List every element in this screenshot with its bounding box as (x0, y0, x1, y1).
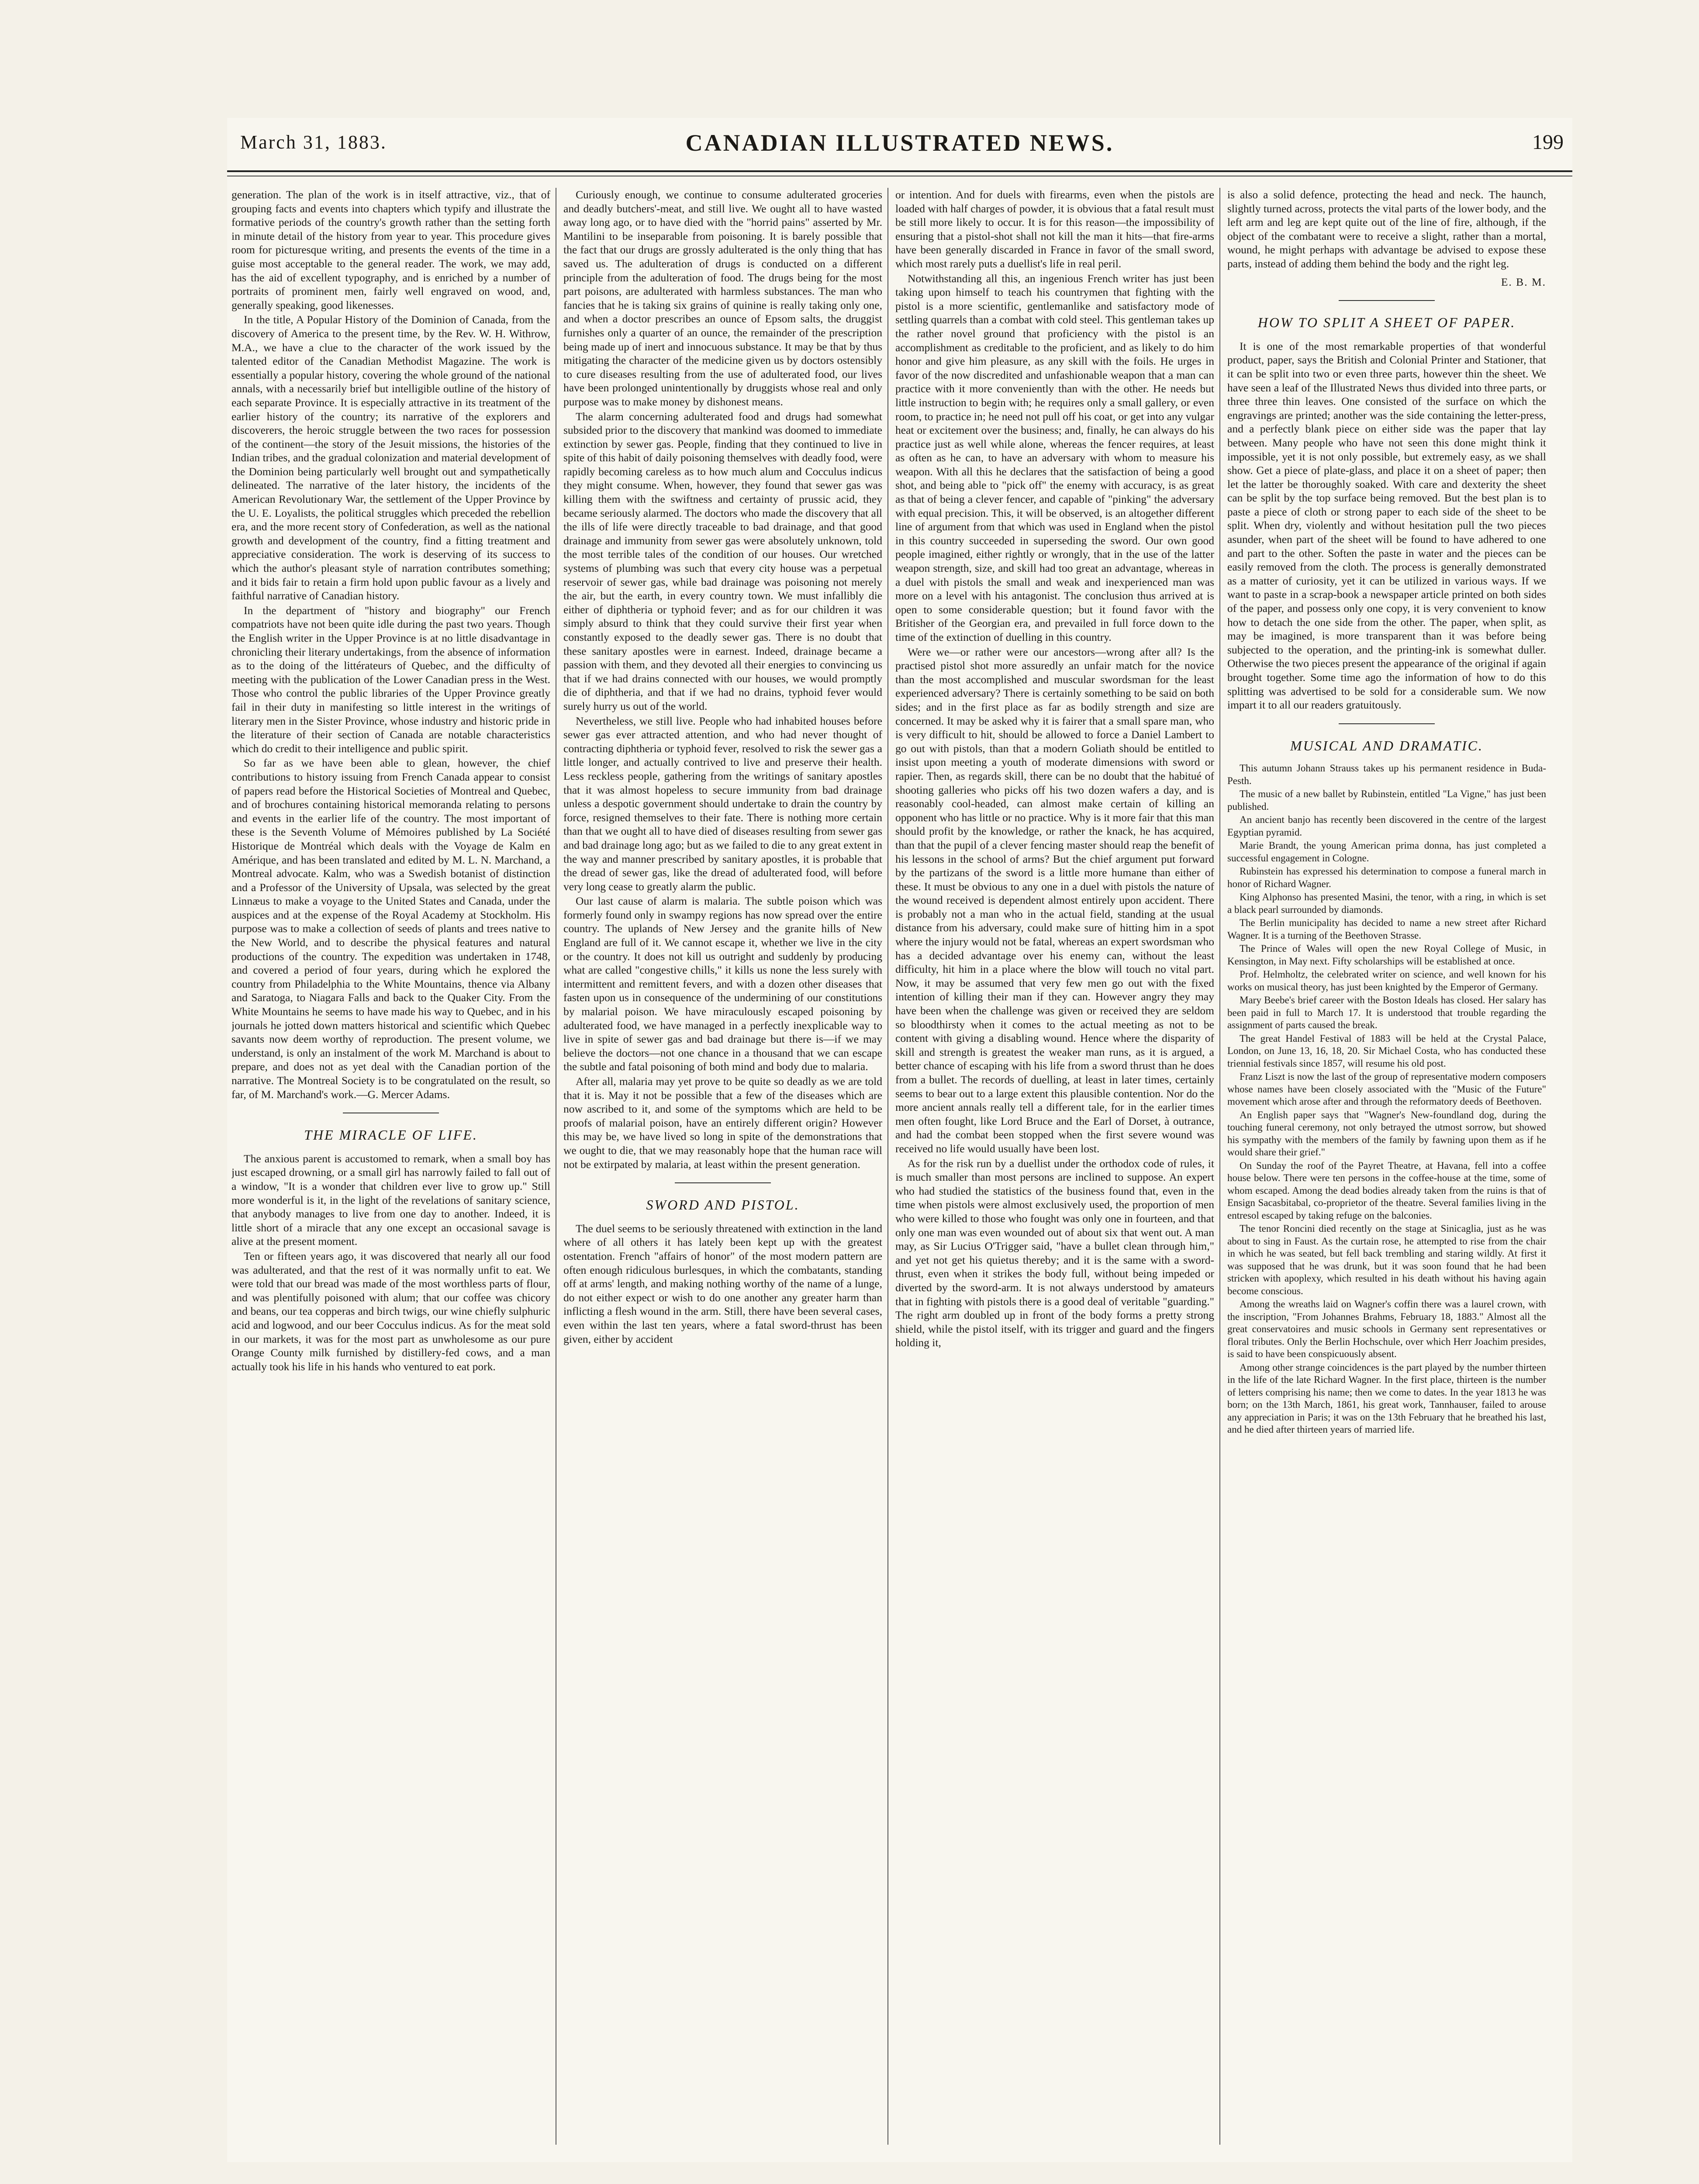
article-paragraph: The anxious parent is accustomed to remark, when a small boy has just escaped drowning, or a small girl has narrowly failed to fall out of a window, "It is a wonder that children ever live to grow up." Still more wonderful is it, in the light of the revelations of sanitary science, that anybody manages to live from one day to another. Indeed, it is little short of a miracle that any one except an occasional savage is alive at the present moment. (231, 1152, 550, 1248)
news-item: The music of a new ballet by Rubinstein, entitled "La Vigne," has just been published. (1227, 788, 1546, 812)
column-4 (1227, 188, 1546, 2145)
section-divider (1339, 300, 1435, 301)
article-paragraph: In the title, A Popular History of the Dominion of Canada, from the discovery of America to the present time, by the Rev. W. H. Withrow, M.A., we have a clue to the character of the work issued by the talented editor of the Canadian Methodist Magazine. The work is essentially a popular history, covering the whole ground of the national annals, with a necessarily brief but intelligible outline of the history of each separate Province. It is especially attractive in its treatment of the earlier history of the country; its narrative of the explorers and discoverers, the heroic struggle between the two races for possession of the continent—the story of the Jesuit missions, the histories of the Indian tribes, and the gradual colonization and material development of the Dominion being particularly well brought out and sympathetically delineated. The narrative of the later history, the incidents of the American Revolutionary War, the settlement of the Upper Province by the U. E. Loyalists, the political struggles which preceded the rebellion era, and the more recent story of Confederation, as well as the national growth and development of the country, find a fitting treatment and appreciative consideration. The work is deserving of its success to which the author's pleasant style of narration contributes something; and it bids fair to retain a firm hold upon public favour as a lively and faithful narrative of Canadian history. (231, 313, 550, 602)
news-item: On Sunday the roof of the Payret Theatre, at Havana, fell into a coffee house below. There were ten persons in the coffee-house at the time, some of whom escaped. Among the dead bodies already taken from the ruins is that of Ensign Sacasbitabal, co-proprietor of the theatre. Several families living in the entresol escaped by taking refuge on the balconies. (1227, 1160, 1546, 1221)
article-paragraph: After all, malaria may yet prove to be quite so deadly as we are told that it is. May it not be possible that a few of the diseases which are now ascribed to it, and some of the symptoms which are held to be proofs of malarial poison, have an entirely different origin? However this may be, we have lived so long in spite of the demonstrations that we ought to die, that we may reasonably hope that the human race will not be extirpated by malaria, at least within the present generation. (563, 1075, 882, 1171)
section-title-split-paper: HOW TO SPLIT A SHEET OF PAPER. (1257, 314, 1516, 331)
section-title-miracle-of-life: THE MIRACLE OF LIFE. (304, 1127, 478, 1143)
news-item: Rubinstein has expressed his determination to compose a funeral march in honor of Richard Wagner. (1227, 866, 1546, 889)
masthead-rule (227, 170, 1572, 172)
article-paragraph: Curiously enough, we continue to consume adulterated groceries and deadly butchers'-meat, and still live. We ought all to have wasted away long ago, or to have died with the "horrid pains" asserted by Mr. Mantilini to be inseparable from poisoning. It is barely possible that the fact that our drugs are grossly adulterated is the only thing that has saved us. The adulteration of drugs is conducted on a different principle from the adulteration of food. The drugs being for the most part poisons, are adulterated with harmless substances. The man who fancies that he is taking six grains of quinine is really taking only one, and when a doctor prescribes an ounce of Epsom salts, the druggist furnishes only a quarter of an ounce, the remainder of the prescription being made up of inert and innocuous substance. It may be that by thus mitigating the character of the medicine given us by doctors ostensibly to cure diseases resulting from the use of adulterated food, our lives have been prolonged unintentionally by druggists whose real and only purpose was to make money by dishonest means. (563, 188, 882, 408)
section-title-sword-and-pistol: SWORD AND PISTOL. (646, 1197, 800, 1213)
news-item: The tenor Roncini died recently on the stage at Sinicaglia, just as he was about to sing in Faust. As the curtain rose, he attempted to rise from the chair in which he was seated, but fell back trembling and staring wildly. At first it was supposed that he was drunk, but it was soon found that he had been stricken with apoplexy, which resulted in his death without his having again become conscious. (1227, 1223, 1546, 1296)
article-paragraph: It is one of the most remarkable properties of that wonderful product, paper, says the British and Colonial Printer and Stationer, that it can be split into two or even three parts, however thin the sheet. We have seen a leaf of the Illustrated News thus divided into three parts, or three three thin leaves. One consisted of the surface on which the engravings are printed; another was the side containing the letter-press, and a perfectly blank piece on either side was the paper that lay between. Many people who have not seen this done might think it impossible, yet it is not only possible, but extremely easy, as we shall show. Get a piece of plate-glass, and place it on a sheet of paper; then let the latter be thoroughly soaked. With care and dexterity the sheet can be split by the top surface being removed. But the best plan is to paste a piece of cloth or strong paper to each side of the sheet to be split. When dry, violently and without hesitation pull the two pieces asunder, when part of the sheet will be found to have adhered to one and part to the other. Soften the paste in water and the pieces can be easily removed from the cloth. The process is generally demonstrated as a matter of curiosity, yet it can be utilized in various ways. If we want to paste in a scrap-book a newspaper article printed on both sides of the paper, and possess only one copy, it is very convenient to know how to detach the one side from the other. The paper, when split, as may be imagined, is more transparent than it was before being subjected to the operation, and the printing-ink is somewhat duller. Otherwise the two pieces present the appearance of the original if again brought together. Some time ago the information of how to do this splitting was advertised to be sold for a considerable sum. We now impart it to all our readers gratuitously. (1227, 339, 1546, 712)
article-paragraph: So far as we have been able to glean, however, the chief contributions to history issuing from French Canada appear to consist of papers read before the Historical Societies of Montreal and Quebec, and of brochures containing historical memoranda relating to persons and events in the earlier life of the country. The most important of these is the Seventh Volume of Mémoires published by La Société Historique de Montréal which deals with the Voyage de Kalm en Amérique, and has been translated and edited by M. L. N. Marchand, a Montreal advocate. Kalm, who was a Swedish botanist of distinction and a Professor of the University of Upsala, was selected by the great Linnæus to make a voyage to the United States and Canada, under the auspices and at the expense of the Royal Academy at Stockholm. His purpose was to make a collection of seeds of plants and trees native to the New World, and to describe the physical features and natural productions of the country. The expedition was undertaken in 1748, and covered a period of four years, during which he explored the country from Philadelphia to the White Mountains, thence via Albany and Saratoga, to Niagara Falls and back to the Quaker City. From the White Mountains he seems to have made his way to Quebec, and in his journals he jotted down matters historical and scientific which Quebec savants now deem worthy of reproduction. The present volume, we understand, is only an instalment of the work M. Marchand is about to prepare, and does not as yet deal with the Canadian portion of the narrative. The Montreal Society is to be congratulated on the result, so far, of M. Marchand's work.—G. Mercer Adams. (231, 757, 550, 1101)
column-2 (563, 188, 882, 2145)
news-item: King Alphonso has presented Masini, the tenor, with a ring, in which is set a black pearl surrounded by diamonds. (1227, 892, 1546, 915)
column-1 (231, 188, 550, 2145)
article-paragraph: The duel seems to be seriously threatened with extinction in the land where of all others it has lately been kept up with the greatest ostentation. French "affairs of honor" of the most modern pattern are often enough ridiculous burlesques, in which the combatants, standing off at arms' length, and making nothing worthy of the name of a lunge, do not either expect or wish to do one another any greater harm than inflicting a flesh wound in the arm. Still, there have been several cases, even within the last ten years, where a fatal sword-thrust has been given, either by accident (563, 1222, 882, 1345)
news-item: Marie Brandt, the young American prima donna, has just completed a successful engagement in Cologne. (1227, 840, 1546, 864)
news-item: An English paper says that "Wagner's New-foundland dog, during the touching funeral ceremony, not only betrayed the utmost sorrow, but showed his sympathy with the members of the family by fawning upon them as if he would share their grief." (1227, 1109, 1546, 1158)
section-divider (675, 1182, 771, 1183)
newspaper-page (227, 118, 1572, 2162)
article-paragraph: In the department of "history and biography" our French compatriots have not been quite idle during the past two years. Though the English writer in the Upper Province is at no little disadvantage in chronicling their literary undertakings, from the absence of information as to the doing of the littérateurs of Quebec, and the difficulty of meeting with the publication of the Lower Canadian press in the West. Those who control the public libraries of the Upper Province greatly fail in their duty in manifesting so little interest in the writings of literary men in the Sister Province, whose industry and historic pride in the literature of their section of Canada are notable characteristics which do credit to their intelligence and public spirit. (231, 604, 550, 755)
issue-date: March 31, 1883. (240, 131, 387, 153)
news-item: Among the wreaths laid on Wagner's coffin there was a laurel crown, with the inscription, "From Johannes Brahms, February 18, 1883." Almost all the great conservatoires and music schools in Germany sent representatives or floral tributes. Only the Berlin Hochschule, over which Herr Joachim presides, is said to have been conspicuously absent. (1227, 1299, 1546, 1360)
news-item: The great Handel Festival of 1883 will be held at the Crystal Palace, London, on June 13, 16, 18, 20. Sir Michael Costa, who has conducted these triennial festivals since 1857, will resume his old post. (1227, 1033, 1546, 1069)
page-number: 199 (1532, 131, 1564, 154)
section-divider (1339, 723, 1435, 724)
article-paragraph: Nevertheless, we still live. People who had inhabited houses before sewer gas ever attracted attention, and who had never thought of contracting diphtheria or typhoid fever, resolved to risk the sewer gas a little longer, and actually contrived to live and preserve their health. Less reckless people, gathering from the writings of sanitary apostles that it was almost hopeless to secure immunity from bad drainage unless a despotic government should undertake to drain the country by force, resigned themselves to their fate. There is nothing more certain than that we ought all to have died of diseases resulting from sewer gas and bad drainage long ago; but as we failed to die to any great extent in the way and manner prescribed by sanitary apostles, it is probable that the dread of sewer gas, like the dread of adulterated food, will before very long cease to greatly alarm the public. (563, 714, 882, 893)
article-paragraph: or intention. And for duels with firearms, even when the pistols are loaded with half charges of powder, it is obvious that a fatal result must be still more likely to occur. It is for this reason—the impossibility of ensuring that a pistol-shot shall not kill the man it hits—that fire-arms have been generally discarded in France in favor of the small sword, which most rarely puts a duellist's life in real peril. (895, 188, 1214, 270)
column-3 (895, 188, 1214, 2145)
section-title-musical-dramatic: MUSICAL AND DRAMATIC. (1290, 737, 1483, 753)
publication-title: CANADIAN ILLUSTRATED NEWS. (685, 130, 1114, 156)
article-paragraph: Our last cause of alarm is malaria. The subtle poison which was formerly found only in swampy regions has now spread over the entire country. The uplands of New Jersey and the granite hills of New England are full of it. We cannot escape it, whether we live in the city or the country. It does not kill us outright and suddenly by producing what are called "congestive chills," it kills us none the less surely with intermittent and remittent fevers, and with a dozen other diseases that fasten upon us in consequence of the undermining of our constitutions by malarial poison. We have miraculously escaped poisoning by adulterated food, we have managed in a perfectly inexplicable way to live in spite of sewer gas and bad drainage but there is—if we may believe the doctors—not one chance in a thousand that we can escape the subtle and fatal poisoning of both mind and body due to malaria. (563, 895, 882, 1073)
news-item: The Berlin municipality has decided to name a new street after Richard Wagner. It is a turning of the Beethoven Strasse. (1227, 917, 1546, 941)
column-divider (1219, 188, 1220, 2145)
news-items-list (1227, 762, 1546, 1436)
news-item: Among other strange coincidences is the part played by the number thirteen in the life of the late Richard Wagner. In the first place, thirteen is the number of letters comprising his name; then we come to dates. In the year 1813 he was born; on the 13th March, 1861, his great work, Tannhauser, failed to arouse any appreciation in Paris; it was on the 13th February that he breathed his last, and he died after thirteen years of married life. (1227, 1362, 1546, 1435)
author-signature: E. B. M. (1501, 275, 1546, 288)
news-item: An ancient banjo has recently been discovered in the centre of the largest Egyptian pyramid. (1227, 814, 1546, 838)
article-paragraph: Were we—or rather were our ancestors—wrong after all? Is the practised pistol shot more assuredly an unfair match for the novice than the most accomplished and muscular swordsman for the least experienced adversary? There is certainly something to be said on both sides; and in the first place as far as bodily strength and size are concerned. It may be asked why it is fairer that a small spare man, who is very difficult to hit, should be allowed to force a Daniel Lambert to go out with pistols, than that a modern Goliath should be entitled to insist upon meeting a youth of moderate dimensions with sword or rapier. Then, as regards skill, there can be no doubt that the habitué of shooting galleries who picks off his two dozen wafers a day, and is reasonably cool-headed, can almost make certain of killing an opponent who has little or no practice. Why is it more fair that this man should profit by the knowledge, or rather the knack, he has acquired, than that the pupil of a clever fencing master should reap the benefit of his lessons in the school of arms? But the chief argument put forward by the partizans of the sword is a little more humane than either of these. It must be obvious to any one in a duel with pistols the nature of the wound received is dependent almost entirely upon accident. There is probably not a man who in the actual field, standing at the usual distance from his adversary, could make sure of hitting him in a spot where the injury would not be fatal, whereas an expert swordsman who has a decided advantage over his enemy can, without the least difficulty, hit him in a place where the blow will touch no vital part. Now, it may be assumed that very few men go out with the fixed intention of killing their man if they can. However angry they may have been when the challenge was given or received they are seldom so bloodthirsty when it comes to the actual meeting as not to be content with giving a disabling wound. Hence where the disparity of skill and strength is greatest the weaker man runs, as it is argued, a better chance of escaping with his life from a sword thrust than he does from a bullet. The records of duelling, at least in later times, certainly seems to bear out to a large extent this plausible contention. Nor do the more ancient annals really tell a different tale, for in the earlier times men often fought, like Lord Bruce and the Earl of Dorset, à outrance, and had the combat been stopped when the first severe wound was received no life would usually have been lost. (895, 645, 1214, 1155)
article-paragraph: generation. The plan of the work is in itself attractive, viz., that of grouping facts and events into chapters which typify and illustrate the formative periods of the country's growth rather than the setting forth in minute detail of the history from year to year. This procedure gives room for picturesque writing, and presents the events of the time in a guise most acceptable to the general reader. The work, we may add, has the aid of excellent typography, and is enriched by a number of portraits of prominent men, fairly well engraved on wood, and, generally speaking, good likenesses. (231, 188, 550, 311)
article-paragraph: is also a solid defence, protecting the head and neck. The haunch, slightly turned across, protects the vital parts of the lower body, and the left arm and leg are kept quite out of the line of fire, although, if the object of the combatant were to receive a slight, rather than a mortal, wound, he might perhaps with advantage be advised to expose these parts, instead of adding them behind the body and the right leg. (1227, 188, 1546, 270)
news-item: This autumn Johann Strauss takes up his permanent residence in Buda-Pesth. (1227, 763, 1546, 786)
masthead (227, 118, 1572, 170)
news-item: Franz Liszt is now the last of the group of representative modern composers whose names have been closely associated with the "Music of the Future" movement which arose after and through the reformatory deeds of Beethoven. (1227, 1071, 1546, 1107)
news-item: Mary Beebe's brief career with the Boston Ideals has closed. Her salary has been paid in full to March 17. It is understood that trouble regarding the assignment of parts caused the break. (1227, 995, 1546, 1031)
article-paragraph: As for the risk run by a duellist under the orthodox code of rules, it is much smaller than most persons are inclined to suppose. An expert who had studied the statistics of the business found that, even in the time when pistols were almost exclusively used, the proportion of men who were killed to those who fought was only one in fourteen, and that only one man was even wounded out of about six that went out. A man may, as Sir Lucius O'Trigger said, "have a bullet clean through him," and yet not get his quietus thereby; and it is the same with a sword-thrust, even when it strikes the body full, without being impeded or diverted by the sword-arm. It is not always understood by amateurs that in fighting with pistols there is a good deal of veritable "guarding." The right arm doubled up in front of the body forms a pretty strong shield, while the pistol itself, with its trigger and guard and the fingers holding it, (895, 1157, 1214, 1349)
news-item: Prof. Helmholtz, the celebrated writer on science, and well known for his works on musical theory, has just been knighted by the Emperor of Germany. (1227, 969, 1546, 992)
column-divider (887, 188, 888, 2145)
news-item: The Prince of Wales will open the new Royal College of Music, in Kensington, in May next. Fifty scholarships will be established at once. (1227, 943, 1546, 967)
article-paragraph: The alarm concerning adulterated food and drugs had somewhat subsided prior to the discovery that mankind was doomed to immediate extinction by sewer gas. People, finding that they continued to live in spite of this habit of daily poisoning themselves with deadly food, were rapidly becoming careless as to how much alum and Cocculus indicus they might consume. When, however, they found that sewer gas was killing them with the swiftness and certainty of prussic acid, they became seriously alarmed. The doctors who made the discovery that all the ills of life were directly traceable to bad drainage, and that good drainage and immunity from sewer gas were absolutely unknown, told the most terrible tales of the condition of our houses. Our wretched systems of plumbing was such that every city house was a perpetual reservoir of sewer gas, while bad drainage was poisoning not merely the air, but the earth, in every country town. We must infallibly die either of diphtheria or typhoid fever; and as for our children it was simply absurd to think that they could survive their first year when constantly exposed to the deadly sewer gas. There is no doubt that these sanitary apostles were in earnest. Indeed, drainage became a passion with them, and they devoted all their energies to convincing us that if we had drains connected with our houses, we would promptly die of diphtheria, and that if we had no drains, typhoid fever would surely hurry us out of the world. (563, 410, 882, 712)
article-paragraph: Notwithstanding all this, an ingenious French writer has just been taking upon himself to teach his countrymen that fighting with the pistol is a more scientific, gentlemanlike and satisfactory mode of settling quarrels than a combat with cold steel. This gentleman takes up the rather novel ground that proficiency with the pistol is an accomplishment as creditable to the proficient, and as likely to do him honor and give him pleasure, as any skill with the foils. He urges in favor of the now discredited and unfashionable weapon that a man can practice with it more conveniently than with the other. He needs but little instruction to begin with; he requires only a small gallery, or even room, to practice in; he need not pull off his coat, or get into any vulgar heat or excitement over the business; and, finally, he can always do his practice just as well while alone, whereas the fencer requires, at least as often as he can, to have an adversary with whom to measure his weapon. With all this he declares that the satisfaction of being a good shot, and being able to "pick off" the enemy with accuracy, is as great as that of being a clever fencer, and capable of "pinking" the adversary with equal precision. This, it will be observed, is an altogether different line of argument from that which was used in England when the pistol in this country succeeded in superseding the sword. Our own good people imagined, either rightly or wrongly, that in the use of the latter weapon strength, size, and skill had too great an advantage, whereas in a duel with pistols the small and weak and inexperienced man was more on a level with his antagonist. The conclusion thus arrived at is open to some considerable question; but it found favor with the Britisher of the Georgian era, and prevailed in full force down to the time of the extinction of duelling in this country. (895, 272, 1214, 643)
article-paragraph: Ten or fifteen years ago, it was discovered that nearly all our food was adulterated, and that the rest of it was normally unfit to eat. We were told that our bread was made of the most worthless parts of flour, and was plentifully poisoned with alum; that our coffee was chicory and beans, our tea copperas and birch twigs, our wine chiefly sulphuric acid and logwood, and our beer Cocculus indicus. As for the meat sold in our markets, it was for the most part as unwholesome as our pure Orange County milk furnished by distillery-fed cows, and a man actually took his life in his hands who ventured to eat pork. (231, 1249, 550, 1373)
